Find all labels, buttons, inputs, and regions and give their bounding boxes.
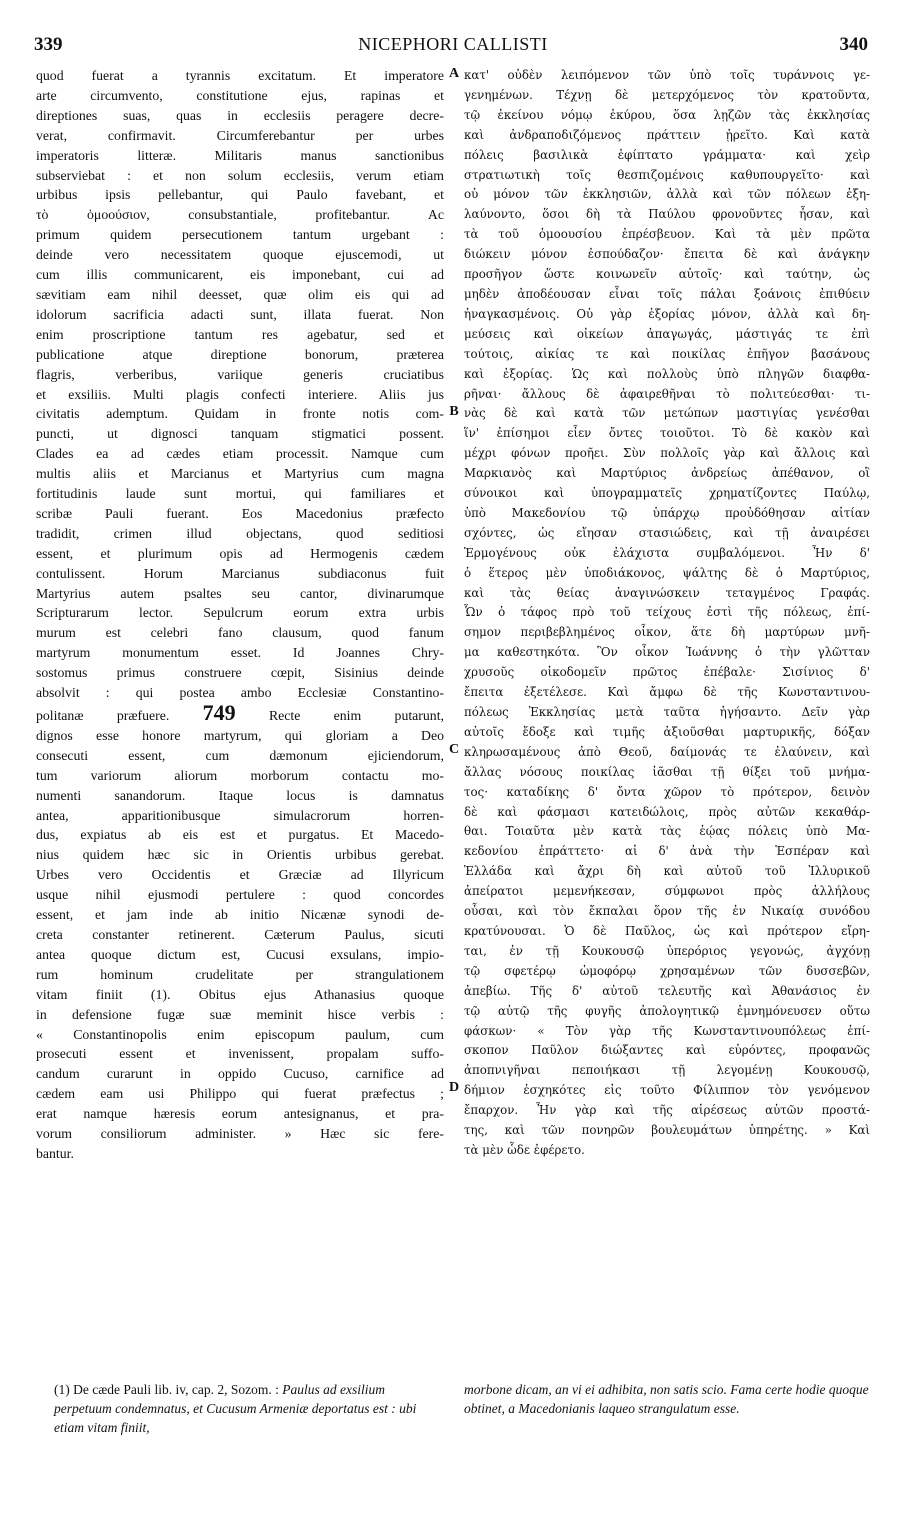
latin-line: martyrum monumentum esset. Id Joannes Chry- — [36, 645, 444, 661]
greek-line: ὁ ἕτερος μὲν ὑποδιάκονος, ψάλτης δὲ ὁ Μαρτύριος, — [464, 565, 870, 580]
greek-line: κληρωσαμένους ἀπὸ Θεοῦ, δαίμονάς τε ἐλαύνειν, καὶ — [464, 744, 870, 759]
greek-line: μα καθεστηκότα. Ὃν οἶκον Ἰωάννης ὁ τὴν γλῶτταν — [464, 645, 870, 660]
latin-line: Scripturarum lector. Sepulcrum eorum extra urbis — [36, 605, 444, 621]
latin-line: flagris, verberibus, variique generis cruciatibus — [36, 366, 444, 382]
latin-line: civitatis ademptum. Quidam in fronte notis com- — [36, 406, 444, 422]
latin-line: scribæ Pauli fuerant. Eos Macedonius præfecto — [36, 505, 444, 521]
latin-line: urbibus ipsis pellebantur, qui Paulo favebant, et — [36, 187, 444, 203]
greek-line: πόλεις βασιλικὰ ἐφίπτατο γράμματα· καὶ χεὶρ — [464, 147, 870, 162]
greek-line: γενημένων. Τέχνῃ δὲ μετερχόμενος τὸν κρατοῦντα, — [464, 87, 870, 102]
greek-line: ρῆναι· ἄλλους δὲ ἀφαιρεθῆναι τὸ πολιτεύεσθαι· τι- — [464, 386, 870, 401]
latin-line: arte circumvento, constitutione ejus, rapinas et — [36, 87, 444, 103]
latin-line: tum variorum aliorum morborum contactu mo- — [36, 767, 444, 783]
latin-line: consecuti essent, cum dæmonum ejiciendorum, — [36, 747, 444, 763]
running-title: NICEPHORI CALLISTI — [358, 34, 548, 54]
latin-line: numenti sanandorum. Itaque locus is damnatus — [36, 787, 444, 803]
latin-line: enim proscriptione tantum res agebatur, sed et — [36, 326, 444, 342]
latin-line: erat namque hæresis eorum antesignanus, et pra- — [36, 1106, 444, 1122]
marginal-page-number: 749 — [202, 703, 236, 725]
latin-line: direptiones suas, quas in ecclesiis peragere decre- — [36, 107, 444, 123]
greek-line: τούτοις, αἰκίας τε καὶ ποικίλας ἐπῆγον βασάνους — [464, 346, 870, 361]
latin-line: deinde vero necessitatem quoque ejuscemodi, ut — [36, 247, 444, 263]
greek-line: οὖσαι, καὶ τὸν ἔκπαλαι ὅρον τῆς ἐν Νικαίᾳ συνόδου — [464, 904, 870, 919]
greek-line: τῷ σφετέρῳ ὠμοφόρῳ χρησαμένων τῶν δυσσεβῶν, — [464, 963, 870, 978]
latin-line: absolvit : qui postea ambo Ecclesiæ Constantino- — [36, 685, 444, 701]
greek-line: της, καὶ τῶν πονηρῶν βουλευμάτων ὑπηρέτης. » Καὶ — [464, 1123, 870, 1138]
latin-line: dignos esse honore martyrum, qui gloriam a Deo — [36, 727, 444, 743]
latin-line: tradidit, crimen illud objectans, quod seditiosi — [36, 525, 444, 541]
greek-column — [464, 66, 870, 1161]
greek-line: ἀποπνιγῆναι πεποιήκασι τῇ λεγομένῃ Κουκουσῷ, — [464, 1063, 870, 1078]
greek-line: Μαρκιανὸς καὶ Μαρτύριος ἀνδρείως ἀπέθανον, οἳ — [464, 466, 870, 481]
latin-line: essent, et plurimum opis ad Hermogenis cædem — [36, 545, 444, 561]
greek-line: πόλεως Ἐκκλησίας μετὰ ταῦτα ἡγήσαντο. Δεῖν γὰρ — [464, 705, 870, 719]
footnote-right: morbone dicam, an vi ei adhibita, non satis scio. Fama certe hodie quoque obtinet, a Macedonianis laqueo strangulatum esse. — [464, 1382, 869, 1416]
greek-line: φάσκων· « Τὸν γὰρ τῆς Κωνσταντινουπόλεως ἐπί- — [464, 1023, 870, 1038]
greek-line: ἔπαρχον. Ἦν γὰρ καὶ τῆς αἱρέσεως αὐτῶν προστά- — [464, 1103, 870, 1118]
greek-line: τῷ αὐτῷ τῆς φυγῆς ἀπολογητικῷ ἐμνημόνευσεν οὕτω — [464, 1003, 870, 1018]
greek-line: Ὧν ὁ τάφος πρὸ τοῦ τείχους ἐστὶ τῆς πόλεως, ἐπί- — [464, 605, 870, 620]
greek-line: τὰ τοῦ ὁμοουσίου ἐπρέσβευον. Καὶ τὰ μὲν πρῶτα — [464, 227, 870, 242]
greek-line: τὰ μὲν ὧδε ἐφέρετο. — [464, 1142, 585, 1157]
section-marker-a: A — [448, 66, 460, 81]
latin-line — [36, 703, 444, 726]
greek-line: σκοπον Παῦλον διώξαντες καὶ εὑρόντες, προφανῶς — [464, 1043, 870, 1058]
latin-line: dus, expiatus ab eis est et purgatus. Et Macedo- — [36, 827, 444, 843]
greek-line: κρατύνουσαι. Ὁ δὲ Παῦλος, ὡς καὶ πρότερον εἴρη- — [464, 923, 870, 938]
greek-line: κεδονίου ἐπράττετο· αἱ δ' ἀνὰ τὴν Ἑσπέραν καὶ — [464, 844, 870, 859]
latin-line: antea, apparitionibusque simulacrorum horren- — [36, 807, 444, 823]
latin-line: Clades ea ad cædes etiam processit. Namque cum — [36, 446, 444, 462]
greek-line: νὰς δὲ καὶ κατὰ τῶν μετώπων μαστιγίας γενέσθαι — [464, 406, 870, 421]
greek-line: μηδὲν ἀποδέουσαν εἶναι τοῖς πάλαι ξοάνοις ἐπιθύειν — [464, 286, 870, 301]
greek-line: σημον περιβεβλημένος οἶκον, ἅτε δὴ μαρτύρων μνῆ- — [464, 625, 870, 640]
latin-line: Martyrius autem psaltes seu cantor, divinarumque — [36, 585, 444, 601]
latin-line: et exsiliis. Multi plagis confecti interiere. Aliis jus — [36, 386, 444, 402]
latin-line: usque nihil ejusmodi pertulere : quod concordes — [36, 887, 444, 903]
latin-line: vorum consiliorum administer. » Hæc sic fere- — [36, 1126, 444, 1142]
greek-line: Ἑρμογένους οὐκ ἐλάχιστα συμβαλόμενοι. Ἦν δ' — [464, 545, 870, 560]
latin-line: murum est celebri fano clausum, quod fanum — [36, 625, 444, 641]
latin-line: subserviebat : et non solum ecclesiis, verum etiam — [36, 167, 444, 183]
text-segment: Recte enim putarunt, — [268, 708, 444, 723]
greek-line: δήμιον ἐσχηκότες εἰς τοῦτο Φίλιππον τὸν γενόμενον — [464, 1083, 870, 1098]
latin-line: sævitiam eam nihil deesset, quæ olim eis qui ad — [36, 286, 444, 302]
greek-line: χρυσοῦς οἰκοδομεῖν πρῶτος ἐπέβαλε· Σισίνιος δ' — [464, 665, 870, 680]
latin-line: contulissent. Horum Marcianus subdiaconus fuit — [36, 565, 444, 581]
greek-line: σχόντες, ὡς εἴησαν στασιώδεις, καὶ τῇ ἀναιρέσει — [464, 525, 870, 540]
greek-line: ἀπεβίω. Τῆς δ' αὐτοῦ τελευτῆς καὶ Ἀθανάσιος ἐν — [464, 983, 870, 998]
latin-line: cædem eam usi Philippo qui fuerat præfectus ; — [36, 1086, 444, 1102]
greek-line: διώκειν μόνον ἐσπούδαζον· ἔπειτα δὲ καὶ ἀνάγκην — [464, 247, 870, 262]
footnote-italic-text: Paulus ad exsilium perpetuum condemnatus, et Cucusum Armeniæ deportatus est : ubi etiam vitam finiit, — [54, 1382, 417, 1435]
greek-line: ἠναγκασμένοις. Οὐ γὰρ ἐξορίας μόνον, ἀλλὰ καὶ δη- — [464, 306, 870, 321]
greek-line: κατ' οὐδὲν λειπόμενον τῶν ὑπὸ τοῖς τυράννοις γε- — [464, 68, 870, 82]
latin-line: candum curarunt in oppido Cucuso, carnifice ad — [36, 1066, 444, 1082]
latin-line: in defensione fugæ suæ meminit hisce verbis : — [36, 1006, 444, 1022]
page-header — [0, 30, 906, 60]
latin-line: puncti, ut dignosci tanquam stigmatici possent. — [36, 426, 444, 442]
section-marker-c: C — [448, 742, 460, 757]
greek-line: καὶ τὰς θείας ἀναγινώσκειν τεταγμένος Γραφάς. — [464, 585, 870, 600]
greek-line: καὶ ἀνδραποδιζόμενος πράττειν ᾑρεῖτο. Καὶ κατὰ — [464, 127, 870, 142]
latin-line: primum quidem persecutionem tantum urgebant : — [36, 227, 444, 243]
latin-column — [36, 66, 444, 1164]
greek-line: ἀπείρατοι μεμενήκεσαν, σύμφωνοι πρὸς ἀλλήλους — [464, 884, 870, 899]
greek-line: οὐ μόνον τῶν ἐκκλησιῶν, ἀλλὰ καὶ τῶν πόλεων ἐξη- — [464, 187, 870, 202]
latin-line: rum hominum crudelitate per strangulationem — [36, 966, 444, 982]
latin-line: creta constanter retinerent. Cæterum Paulus, sicuti — [36, 926, 444, 942]
latin-line: antea quoque dictum est, Cucusi exsulans, impio- — [36, 946, 444, 962]
greek-line: ὑπὸ Μακεδονίου τῷ ὑπάρχῳ προὐδόθησαν αἰτίαν — [464, 505, 870, 520]
greek-line: καὶ ἐξορίας. Ὡς καὶ πολλοὺς ὑπὸ πληγῶν διαφθα- — [464, 366, 870, 381]
greek-line: λαύνοντο, ὅσοι δὴ τὰ Παύλου φρονοῦντες ἦσαν, καὶ — [464, 207, 870, 222]
latin-line: verat, confirmavit. Circumferebantur per urbes — [36, 127, 444, 143]
greek-line: μέχρι φόνων προῆει. Σὺν πολλοῖς γὰρ καὶ ἄλλοις καὶ — [464, 446, 870, 461]
greek-line: ἔπειτα ἐξετέλεσε. Καὶ ἄμφω δὲ τῆς Κωνσταντινου- — [464, 685, 870, 700]
greek-line: αὐτοῖς ἔδοξε καὶ τιμῆς ἀξιοῦσθαι μαρτυρικῆς, δόξαν — [464, 724, 870, 739]
greek-line: τος· καταδίκης δ' ὄντα χῶρον τὸ πρότερον, δεινὸν — [464, 784, 870, 799]
latin-line: essent, et jam inde ab initio Nicænæ synodi de- — [36, 907, 444, 923]
greek-line: Ἑλλάδα καὶ ἄχρι δὴ καὶ αὐτοῦ τοῦ Ἰλλυρικοῦ — [464, 864, 870, 879]
latin-line: imperatoris litteræ. Militaris manus sanctionibus — [36, 147, 444, 163]
latin-line: « Constantinopolis enim episcopum paulum, cum — [36, 1026, 444, 1042]
latin-line: sostomus primus construere cœpit, Sisinius deinde — [36, 665, 444, 681]
greek-line: δὲ καὶ φάσμασι κατειδώλοις, πρὸς αὐτῶν κεκαθάρ- — [464, 804, 870, 819]
greek-line: ἵν' ἐπίσημοι εἶεν ὄντες τοιοῦτοι. Τὸ δὲ κακὸν καὶ — [464, 426, 870, 441]
page-number-left: 339 — [34, 34, 63, 55]
latin-line: cum illis communicarent, eis imponebant, cui ad — [36, 267, 444, 283]
greek-line: ἄλλας νόσους ποικίλας ἰᾶσθαι τῇ θίξει τοῦ μνήμα- — [464, 764, 870, 779]
section-marker-b: B — [449, 404, 459, 419]
greek-line: στρατιωτικὴ τοῖς θεσπιζομένοις καθυπουργεῖτο· καὶ — [464, 167, 870, 182]
latin-line: publicatione atque direptione bonorum, præterea — [36, 346, 444, 362]
latin-line: prosecuti essent et invenissent, propalam suffo- — [36, 1046, 444, 1062]
greek-line: θαι. Τοιαῦτα μὲν κατὰ τὰς ἑῴας πόλεις ὑπὸ Μα- — [464, 824, 870, 839]
latin-line: vitam finiit (1). Obitus ejus Athanasius quoque — [36, 986, 444, 1002]
latin-line: multis aliis et Marcianus et Martyrius cum magna — [36, 466, 444, 482]
text-segment: politanæ præfuere. — [36, 708, 170, 723]
greek-line: προσῆγον ὥστε κοινωνεῖν αὐτοῖς· καὶ ταύτην, ὡς — [464, 267, 870, 282]
latin-line: quod fuerat a tyrannis excitatum. Et imperatore — [36, 68, 444, 83]
footnote-left — [54, 1380, 446, 1437]
latin-line: fortitudinis laude sunt mortui, qui familiares et — [36, 486, 444, 502]
footnote-text: De cæde Pauli lib. iv, cap. 2, Sozom. : — [73, 1382, 279, 1397]
latin-line: bantur. — [36, 1145, 74, 1161]
page-number-right: 340 — [839, 34, 868, 55]
latin-line: τὸ ὁμοούσιον, consubstantiale, profitebantur. Ac — [36, 207, 444, 223]
footnote-number: (1) — [54, 1382, 70, 1397]
greek-line: τῷ ἐκείνου νόμῳ ἐκύρου, ὅσα λῃζῶν τὰς ἐκκλησίας — [464, 107, 870, 122]
section-marker-d: D — [448, 1080, 460, 1095]
greek-line: ται, ἐν τῇ Κουκουσῷ ὑπερόριος γεγονώς, ἀγχόνῃ — [464, 943, 870, 958]
greek-line: μεύσεις καὶ οἰκείων ἀπαγωγάς, μάστιγάς τε ἐπὶ — [464, 326, 870, 341]
latin-line: nius quidem hæc sic in Orientis urbibus gerebat. — [36, 847, 444, 863]
latin-line: idolorum sacrificia adacti sunt, illata fuerat. Non — [36, 306, 444, 322]
greek-line: σύνοικοι καὶ ὑπογραμματεῖς χρηματίζοντες Παύλῳ, — [464, 486, 870, 501]
latin-line: Urbes vero Occidentis et Græciæ ad Illyricum — [36, 867, 444, 883]
